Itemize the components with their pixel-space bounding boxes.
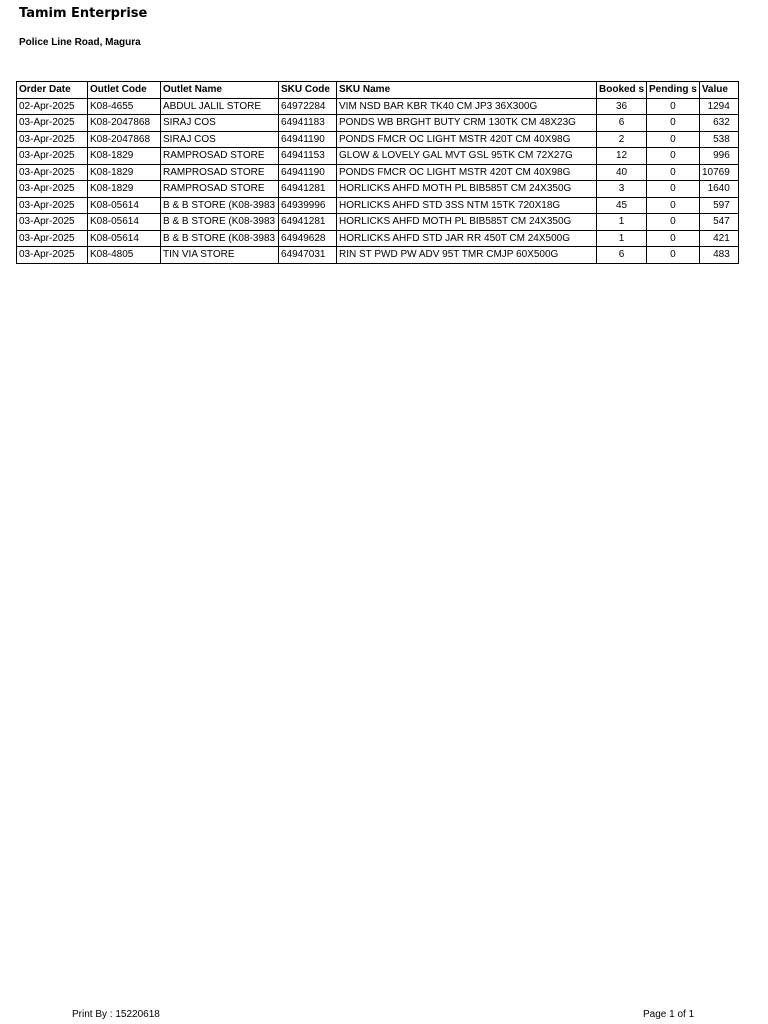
company-name: Tamim Enterprise <box>19 6 148 21</box>
cell-outlet-name: SIRAJ COS <box>161 115 279 132</box>
cell-sku-name: PONDS WB BRGHT BUTY CRM 130TK CM 48X23G <box>337 115 597 132</box>
cell-pending: 0 <box>647 115 700 132</box>
cell-sku-name: RIN ST PWD PW ADV 95T TMR CMJP 60X500G <box>337 247 597 264</box>
column-header-sku-code: SKU Code <box>279 82 337 99</box>
cell-outlet-code: K08-4655 <box>88 98 161 115</box>
column-header-booked: Booked s <box>597 82 647 99</box>
cell-sku-code: 64941190 <box>279 164 337 181</box>
cell-pending: 0 <box>647 197 700 214</box>
cell-value: 547 <box>699 214 738 231</box>
cell-sku-code: 64972284 <box>279 98 337 115</box>
cell-sku-name: GLOW & LOVELY GAL MVT GSL 95TK CM 72X27G <box>337 148 597 165</box>
cell-sku-name: PONDS FMCR OC LIGHT MSTR 420T CM 40X98G <box>337 131 597 148</box>
cell-sku-name: VIM NSD BAR KBR TK40 CM JP3 36X300G <box>337 98 597 115</box>
cell-pending: 0 <box>647 164 700 181</box>
cell-sku-code: 64947031 <box>279 247 337 264</box>
column-header-pending: Pending s <box>647 82 700 99</box>
cell-outlet-code: K08-05614 <box>88 230 161 247</box>
cell-outlet-code: K08-2047868 <box>88 115 161 132</box>
cell-order-date: 03-Apr-2025 <box>17 197 88 214</box>
cell-order-date: 03-Apr-2025 <box>17 214 88 231</box>
order-report-table <box>16 81 739 264</box>
cell-booked: 1 <box>597 214 647 231</box>
cell-order-date: 03-Apr-2025 <box>17 131 88 148</box>
cell-outlet-code: K08-4805 <box>88 247 161 264</box>
cell-value: 421 <box>699 230 738 247</box>
cell-order-date: 03-Apr-2025 <box>17 115 88 132</box>
column-header-sku-name: SKU Name <box>337 82 597 99</box>
table-row <box>17 181 739 198</box>
cell-sku-name: PONDS FMCR OC LIGHT MSTR 420T CM 40X98G <box>337 164 597 181</box>
cell-pending: 0 <box>647 148 700 165</box>
cell-sku-name: HORLICKS AHFD STD 3SS NTM 15TK 720X18G <box>337 197 597 214</box>
table-row <box>17 230 739 247</box>
table-row <box>17 214 739 231</box>
cell-booked: 2 <box>597 131 647 148</box>
cell-sku-name: HORLICKS AHFD MOTH PL BIB585T CM 24X350G <box>337 181 597 198</box>
cell-booked: 6 <box>597 115 647 132</box>
cell-outlet-code: K08-05614 <box>88 214 161 231</box>
cell-outlet-code: K08-2047868 <box>88 131 161 148</box>
cell-sku-name: HORLICKS AHFD MOTH PL BIB585T CM 24X350G <box>337 214 597 231</box>
column-header-value: Value <box>699 82 738 99</box>
table-row <box>17 197 739 214</box>
cell-pending: 0 <box>647 98 700 115</box>
table-row <box>17 115 739 132</box>
cell-booked: 6 <box>597 247 647 264</box>
cell-pending: 0 <box>647 131 700 148</box>
cell-booked: 40 <box>597 164 647 181</box>
cell-order-date: 03-Apr-2025 <box>17 164 88 181</box>
cell-sku-code: 64941190 <box>279 131 337 148</box>
cell-value: 10769 <box>699 164 738 181</box>
table-row <box>17 131 739 148</box>
cell-outlet-name: B & B STORE (K08-3983 <box>161 197 279 214</box>
cell-outlet-name: B & B STORE (K08-3983 <box>161 230 279 247</box>
cell-order-date: 02-Apr-2025 <box>17 98 88 115</box>
cell-value: 538 <box>699 131 738 148</box>
cell-sku-code: 64941281 <box>279 214 337 231</box>
table-row <box>17 247 739 264</box>
cell-order-date: 03-Apr-2025 <box>17 148 88 165</box>
column-header-outlet-name: Outlet Name <box>161 82 279 99</box>
cell-outlet-code: K08-1829 <box>88 181 161 198</box>
cell-value: 597 <box>699 197 738 214</box>
table-row <box>17 164 739 181</box>
cell-outlet-name: TIN VIA STORE <box>161 247 279 264</box>
table-row <box>17 148 739 165</box>
table-header-row <box>17 82 739 99</box>
cell-sku-code: 64941153 <box>279 148 337 165</box>
cell-outlet-name: SIRAJ COS <box>161 131 279 148</box>
cell-pending: 0 <box>647 247 700 264</box>
cell-booked: 12 <box>597 148 647 165</box>
cell-sku-code: 64949628 <box>279 230 337 247</box>
cell-outlet-name: RAMPROSAD STORE <box>161 181 279 198</box>
cell-pending: 0 <box>647 214 700 231</box>
cell-outlet-code: K08-1829 <box>88 164 161 181</box>
cell-booked: 45 <box>597 197 647 214</box>
column-header-outlet-code: Outlet Code <box>88 82 161 99</box>
cell-value: 996 <box>699 148 738 165</box>
cell-order-date: 03-Apr-2025 <box>17 230 88 247</box>
cell-value: 1294 <box>699 98 738 115</box>
cell-outlet-code: K08-1829 <box>88 148 161 165</box>
print-by-label: Print By : 15220618 <box>72 1009 160 1020</box>
cell-order-date: 03-Apr-2025 <box>17 181 88 198</box>
cell-outlet-name: RAMPROSAD STORE <box>161 164 279 181</box>
table-row <box>17 98 739 115</box>
cell-outlet-name: B & B STORE (K08-3983 <box>161 214 279 231</box>
cell-sku-code: 64939996 <box>279 197 337 214</box>
cell-booked: 1 <box>597 230 647 247</box>
cell-sku-name: HORLICKS AHFD STD JAR RR 450T CM 24X500G <box>337 230 597 247</box>
cell-pending: 0 <box>647 181 700 198</box>
company-address: Police Line Road, Magura <box>19 37 141 48</box>
cell-booked: 36 <box>597 98 647 115</box>
column-header-order-date: Order Date <box>17 82 88 99</box>
cell-outlet-name: ABDUL JALIL STORE <box>161 98 279 115</box>
cell-order-date: 03-Apr-2025 <box>17 247 88 264</box>
cell-sku-code: 64941183 <box>279 115 337 132</box>
cell-value: 1640 <box>699 181 738 198</box>
cell-value: 632 <box>699 115 738 132</box>
cell-outlet-code: K08-05614 <box>88 197 161 214</box>
cell-sku-code: 64941281 <box>279 181 337 198</box>
cell-pending: 0 <box>647 230 700 247</box>
cell-value: 483 <box>699 247 738 264</box>
cell-outlet-name: RAMPROSAD STORE <box>161 148 279 165</box>
page-number: Page 1 of 1 <box>643 1009 695 1020</box>
cell-booked: 3 <box>597 181 647 198</box>
